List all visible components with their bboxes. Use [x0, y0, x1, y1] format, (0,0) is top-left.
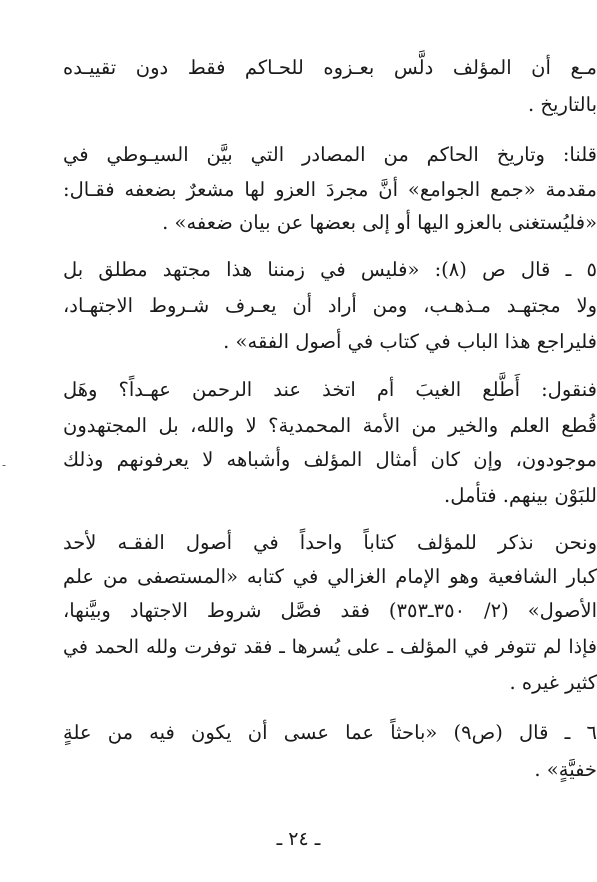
text-line: قلنا: وتاريخ الحاكم من المصادر التي بيَّن السيـوطي في: [63, 143, 597, 166]
text-line: خفيَّةٍ» .: [534, 758, 597, 781]
text-line: بالتاريخ .: [528, 93, 597, 116]
text-line: ٥ ـ قال ص (٨): «فليس في زمننا هذا مجتهد مطلق بل: [63, 258, 597, 281]
text-line: قُطع العلم والخير من الأمة المحمدية؟ لا والله، بل المجتهدون: [63, 414, 597, 437]
text-line: مـع أن المؤلف دلَّس بعـزوه للحـاكم فقط دون تقييـده: [63, 56, 597, 79]
text-line: فنقول: أَطَّلع الغيبَ أم اتخذ عند الرحمن عهـداً؟ وهَل: [63, 378, 597, 401]
text-line: كبار الشافعية وهو الإمام الغزالي في كتابه «المستصفى من علم: [63, 565, 597, 588]
text-line: كثير غيره .: [509, 671, 597, 694]
text-line: ٦ ـ قال (ص٩) «باحثاً عما عسى أن يكون فيه من علةٍ: [63, 721, 597, 744]
text-line: «فليُستغنى بالعزو اليها أو إلى بعضها عن بيان ضعفه» .: [162, 211, 597, 234]
text-line: الأصول» (٢/ ٣٥٠ـ٣٥٣) فقد فصَّل شروط الاجتهاد وبيَّنها،: [63, 599, 597, 622]
margin-mark: -: [2, 458, 7, 472]
text-line: موجودون، وإن كان أمثال المؤلف وأشباهه لا يعرفونهم وذلك: [63, 448, 597, 471]
text-line: ونحن نذكر للمؤلف كتاباً واحداً في أصول الفقـه لأحد: [63, 531, 597, 554]
text-line: فليراجع هذا الباب في كتاب في أصول الفقه» .: [223, 330, 597, 353]
text-line: فإذا لم تتوفر في المؤلف ـ على يُسرها ـ فقد توفرت ولله الحمد في: [63, 636, 597, 658]
text-line: للبَوْن بينهم. فتأمل.: [444, 484, 597, 507]
text-line: ولا مجتهـد مـذهـب، ومن أراد أن يعـرف شـروط الاجتهـاد،: [63, 294, 597, 317]
page-number: ـ ٢٤ ـ: [276, 828, 321, 850]
text-line: مقدمة «جمع الجوامع» أنَّ مجردَ العزو لها مشعرٌ بضعفه فقـال:: [63, 178, 597, 201]
